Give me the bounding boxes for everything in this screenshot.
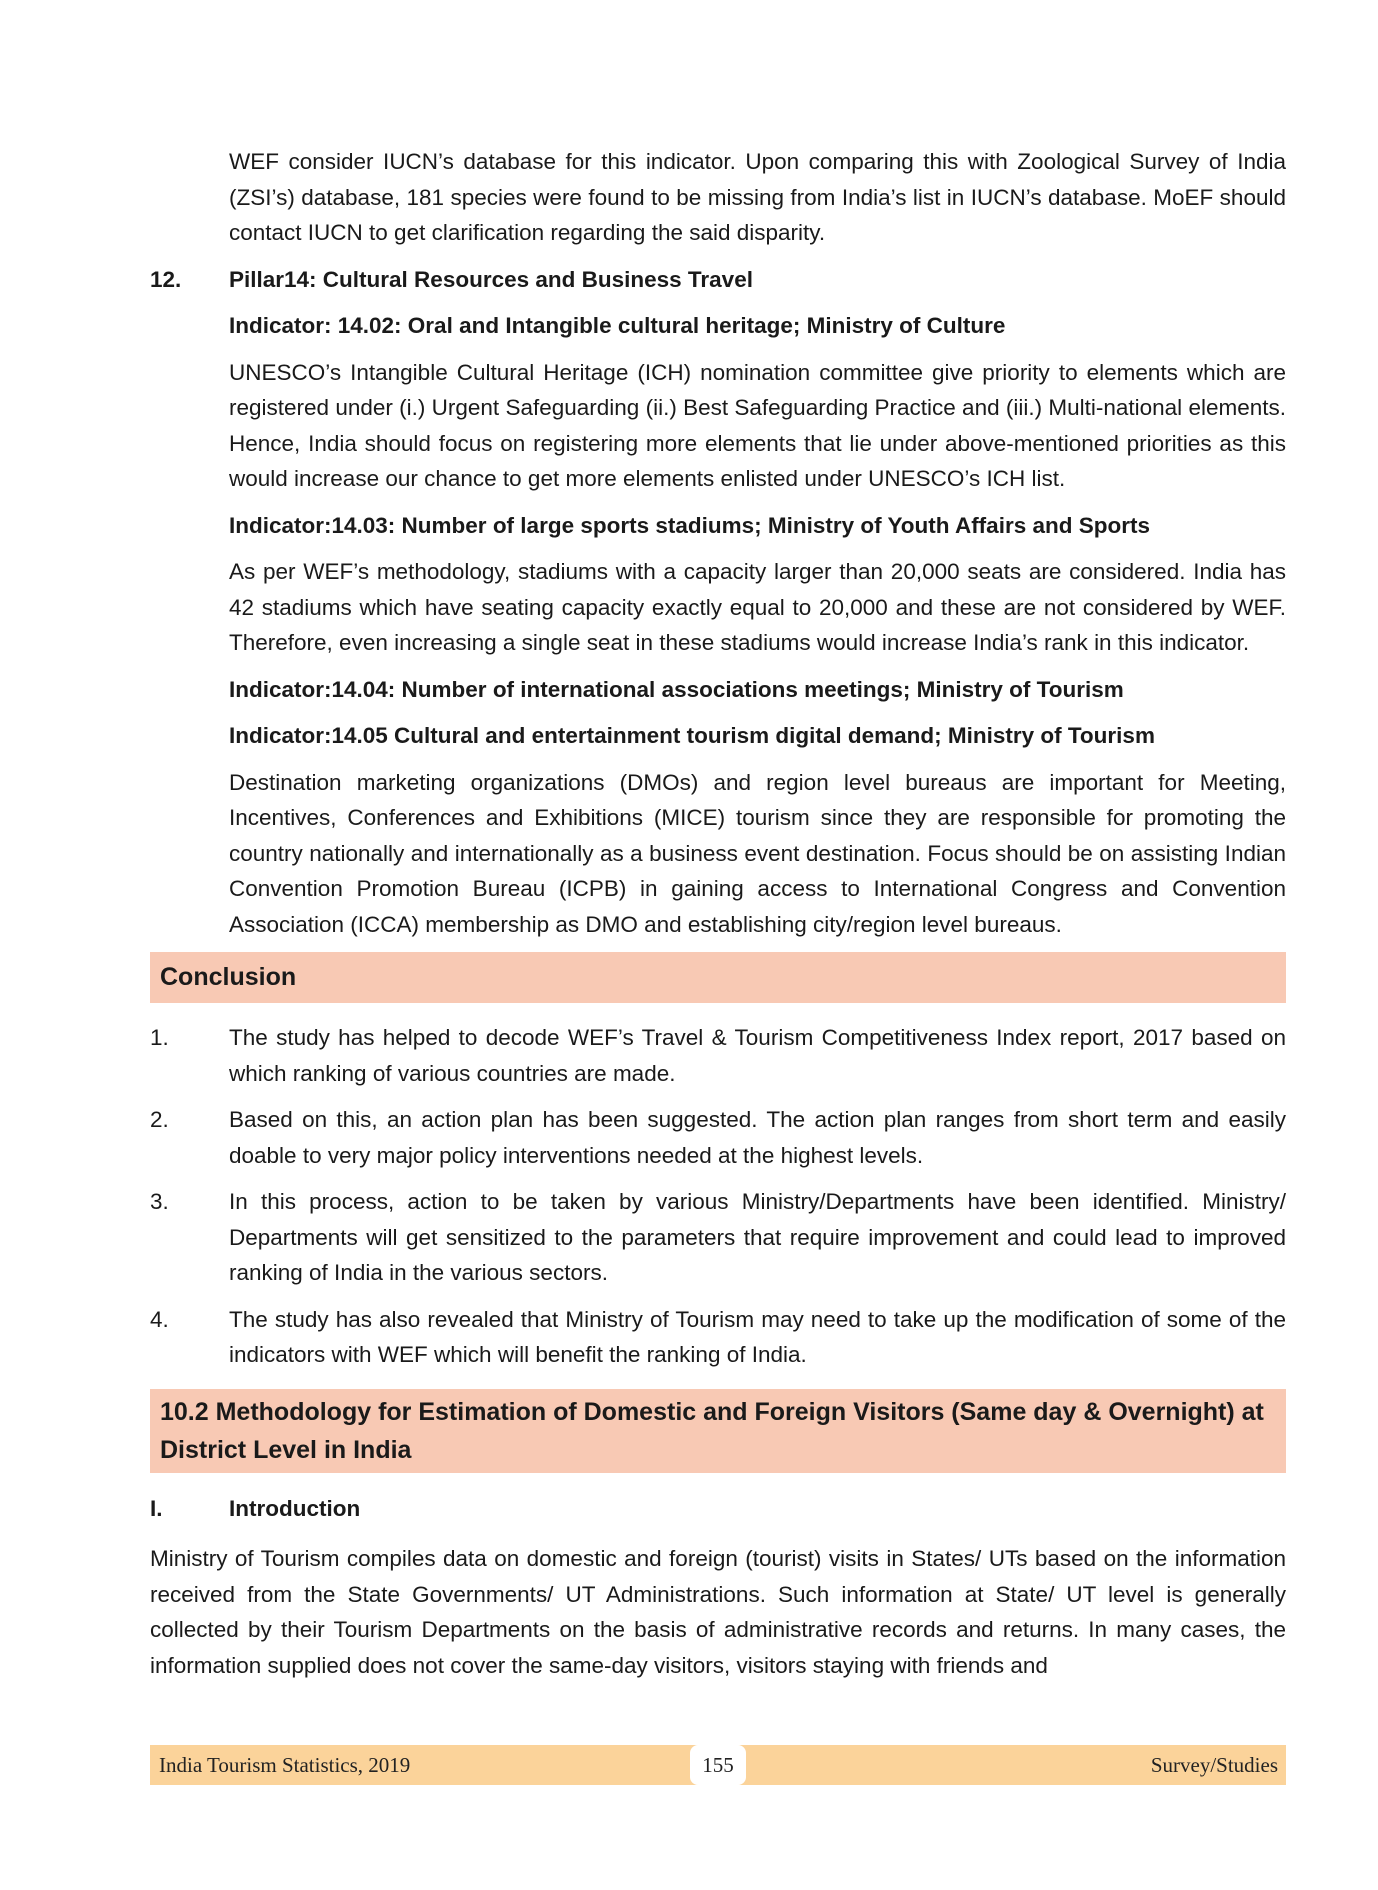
- indicator-14-05-text: Destination marketing organizations (DMOs) and region level bureaus are important for Meeting, Incentives, Conferences and Exhibitions (MICE) tourism since they are responsible for promoting the country nationally and internationally as a business event destination. Focus should be on assisting Indian Convention Promotion Bureau (ICPB) in gaining access to International Congress and Convention Association (ICCA) membership as DMO and establishing city/region level bureaus.: [229, 769, 1286, 937]
- pillar-heading: Pillar14: Cultural Resources and Business Travel: [229, 266, 753, 292]
- list-item-number: 1.: [150, 1025, 169, 1050]
- subsection-number: I.: [150, 1495, 163, 1521]
- page-footer: [150, 1745, 1286, 1785]
- list-item-text: Based on this, an action plan has been suggested. The action plan ranges from short term and easily doable to very major policy interventions needed at the highest levels.: [229, 1107, 1286, 1168]
- introduction-body: Ministry of Tourism compiles data on domestic and foreign (tourist) visits in States/ UTs based on the information received from the State Governments/ UT Administrations. Such information at State/ UT level is generally collected by their Tourism Departments on the basis of administrative records and returns. In many cases, the information supplied does not cover the same-day visitors, visitors staying with friends and: [150, 1546, 1286, 1678]
- list-item-number: 2.: [150, 1107, 169, 1132]
- conclusion-heading: Conclusion: [150, 952, 1286, 1003]
- indicator-14-04-heading: Indicator:14.04: Number of international associations meetings; Ministry of Tourism: [229, 676, 1124, 702]
- list-item: [150, 1302, 1286, 1373]
- indicator-14-02-heading: Indicator: 14.02: Oral and Intangible cultural heritage; Ministry of Culture: [229, 313, 1006, 338]
- footer-section-label: Survey/Studies: [1150, 1753, 1278, 1777]
- subsection-introduction: [150, 1491, 1286, 1527]
- subsection-title: Introduction: [229, 1495, 361, 1521]
- indicator-14-03-heading: Indicator:14.03: Number of large sports stadiums; Ministry of Youth Affairs and Sports: [229, 512, 1150, 538]
- indicator-14-05-heading: Indicator:14.05 Cultural and entertainment tourism digital demand; Ministry of Tourism: [229, 723, 1155, 748]
- footer-publication-title: India Tourism Statistics, 2019: [159, 1753, 411, 1777]
- list-item: [150, 1020, 1286, 1091]
- conclusion-list: [150, 1020, 1286, 1373]
- list-item-text: The study has also revealed that Ministry of Tourism may need to take up the modification of some of the indicators with WEF which will benefit the ranking of India.: [229, 1306, 1286, 1367]
- page-content: [150, 0, 1286, 1683]
- indicator-14-03-text: As per WEF’s methodology, stadiums with a capacity larger than 20,000 seats are considered. India has 42 stadiums which have seating capacity exactly equal to 20,000 and these are not considered by WEF. Therefore, even increasing a single seat in these stadiums would increase India’s rank in this indicator.: [229, 559, 1286, 655]
- list-item: [150, 1184, 1286, 1291]
- list-item-number: 4.: [150, 1306, 169, 1332]
- item-12: [150, 262, 1286, 298]
- intro-paragraph: WEF consider IUCN’s database for this indicator. Upon comparing this with Zoological Survey of India (ZSI’s) database, 181 species were found to be missing from India’s list in IUCN’s database. MoEF should contact IUCN to get clarification regarding the said disparity.: [229, 149, 1286, 245]
- list-item-text: In this process, action to be taken by various Ministry/Departments have been identified. Ministry/ Departments will get sensitized to the parameters that require improvement and could lead to improved ranking of India in the various sectors.: [229, 1189, 1286, 1285]
- page-number: 155: [690, 1745, 746, 1785]
- list-item-number: 3.: [150, 1189, 169, 1214]
- item-12-number: 12.: [150, 266, 182, 292]
- indicator-14-02-text: UNESCO’s Intangible Cultural Heritage (ICH) nomination committee give priority to elements which are registered under (i.) Urgent Safeguarding (ii.) Best Safeguarding Practice and (iii.) Multi-national elements. Hence, India should focus on registering more elements that lie under above-mentioned priorities as this would increase our chance to get more elements enlisted under UNESCO’s ICH list.: [229, 359, 1286, 491]
- section-10-2-heading: 10.2 Methodology for Estimation of Domestic and Foreign Visitors (Same day & Overnight) at District Level in India: [150, 1389, 1286, 1473]
- list-item: [150, 1102, 1286, 1173]
- list-item-text: The study has helped to decode WEF’s Travel & Tourism Competitiveness Index report, 2017 based on which ranking of various countries are made.: [229, 1025, 1286, 1086]
